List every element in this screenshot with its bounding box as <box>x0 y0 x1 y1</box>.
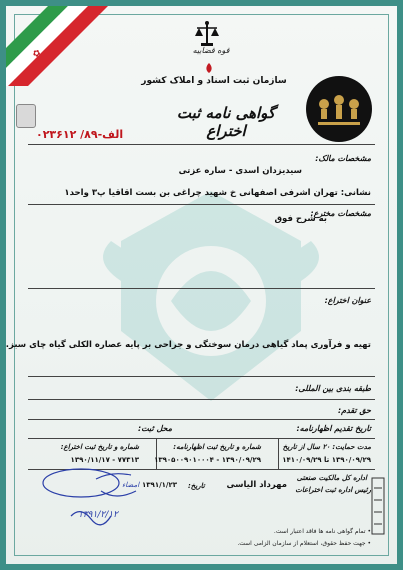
column-divider-1 <box>278 439 279 469</box>
iran-emblem-icon <box>202 62 216 74</box>
side-stamp-icon <box>370 476 386 536</box>
classification-label: طبقه بندی بین المللی: <box>295 384 371 393</box>
registration-label: شماره و تاریخ ثبت اختراع: <box>60 443 139 451</box>
invention-title-value: تهیه و فرآوری پماد گیاهی درمان سوختگی و جراحی بر پایه عصاره الکلی گیاه چای سبز. <box>5 340 371 350</box>
justice-scale-icon <box>194 20 220 48</box>
column-divider-2 <box>156 439 157 469</box>
header-divider <box>28 144 375 145</box>
invention-title-label: عنوان اختراع: <box>324 296 371 305</box>
filing-label: شماره و تاریخ ثبت اظهارنامه: <box>173 443 261 451</box>
deposit-date-label: تاریخ تقدیم اظهارنامه: <box>296 424 371 433</box>
validity-value: ۱۳۹۰/۰۹/۲۹ تا ۱۴۱۰/۰۹/۲۹ <box>282 456 371 464</box>
owner-label: مشخصات مالک: <box>315 154 371 163</box>
official-department: اداره کل مالکیت صنعتی <box>296 474 367 482</box>
validity-label: مدت حمایت: ۲۰ سال از تاریخ <box>282 443 371 451</box>
certificate-title: گواهی نامه ثبت اختراع <box>176 104 276 140</box>
registration-value: ۷۷۳۱۳ - ۱۳۹۰/۱۱/۱۷ <box>70 456 139 464</box>
footnote-1: • تمام گواهی نامه ها فاقد اعتبار است. <box>273 528 371 535</box>
inventor-value: به شرح فوق <box>274 214 327 224</box>
flag-ribbon <box>6 6 116 86</box>
inventor-divider <box>28 288 375 289</box>
signature-label: امضاء <box>122 481 140 489</box>
official-name: مهرداد الیاسی <box>226 480 287 490</box>
judiciary-label: قوه قضاییه <box>192 46 230 55</box>
owner-divider <box>28 204 375 205</box>
inventor-label: مشخصات مخترع: <box>310 209 371 218</box>
place-label: محل ثبت: <box>138 424 172 433</box>
date-value: ۱۳۹۱/۱/۲۳ <box>142 481 178 489</box>
filing-value: ۱۳۹۰/۰۹/۲۹ - ۱۳۹۰۵۰۰۹۰۱۰۰۰۴ <box>154 456 261 464</box>
footnote-2: • جهت حفظ حقوق، استعلام از سازمان الزامی است. <box>237 540 371 547</box>
organization-name: سازمان ثبت اسناد و املاک کشور <box>141 76 287 86</box>
hologram-sticker <box>16 104 36 128</box>
priority-divider <box>28 419 375 420</box>
organization-seal-logo <box>306 76 372 142</box>
serial-number: الف-۸۹/ ۰۲۳۶۱۲ <box>36 128 124 141</box>
invention-divider <box>28 376 375 377</box>
owner-name: سیدیزدان اسدی - ساره عزتی <box>178 166 302 176</box>
priority-label: حق تقدم: <box>337 406 371 415</box>
owner-address: نشانی: تهران اشرفی اصفهانی خ شهید چراغی بن بست اقاقیا پ۳ واحد۱ <box>64 188 371 198</box>
handwritten-date: ۱۳۹۱/۲/۱۲ <box>78 510 118 520</box>
deposit-divider <box>28 438 375 439</box>
svg-text:✿: ✿ <box>31 47 44 61</box>
official-role: رئیس اداره ثبت اختراعات <box>295 486 371 494</box>
classification-divider <box>28 399 375 400</box>
date-label: تاریخ: <box>188 482 205 490</box>
handwritten-signature <box>41 461 151 531</box>
